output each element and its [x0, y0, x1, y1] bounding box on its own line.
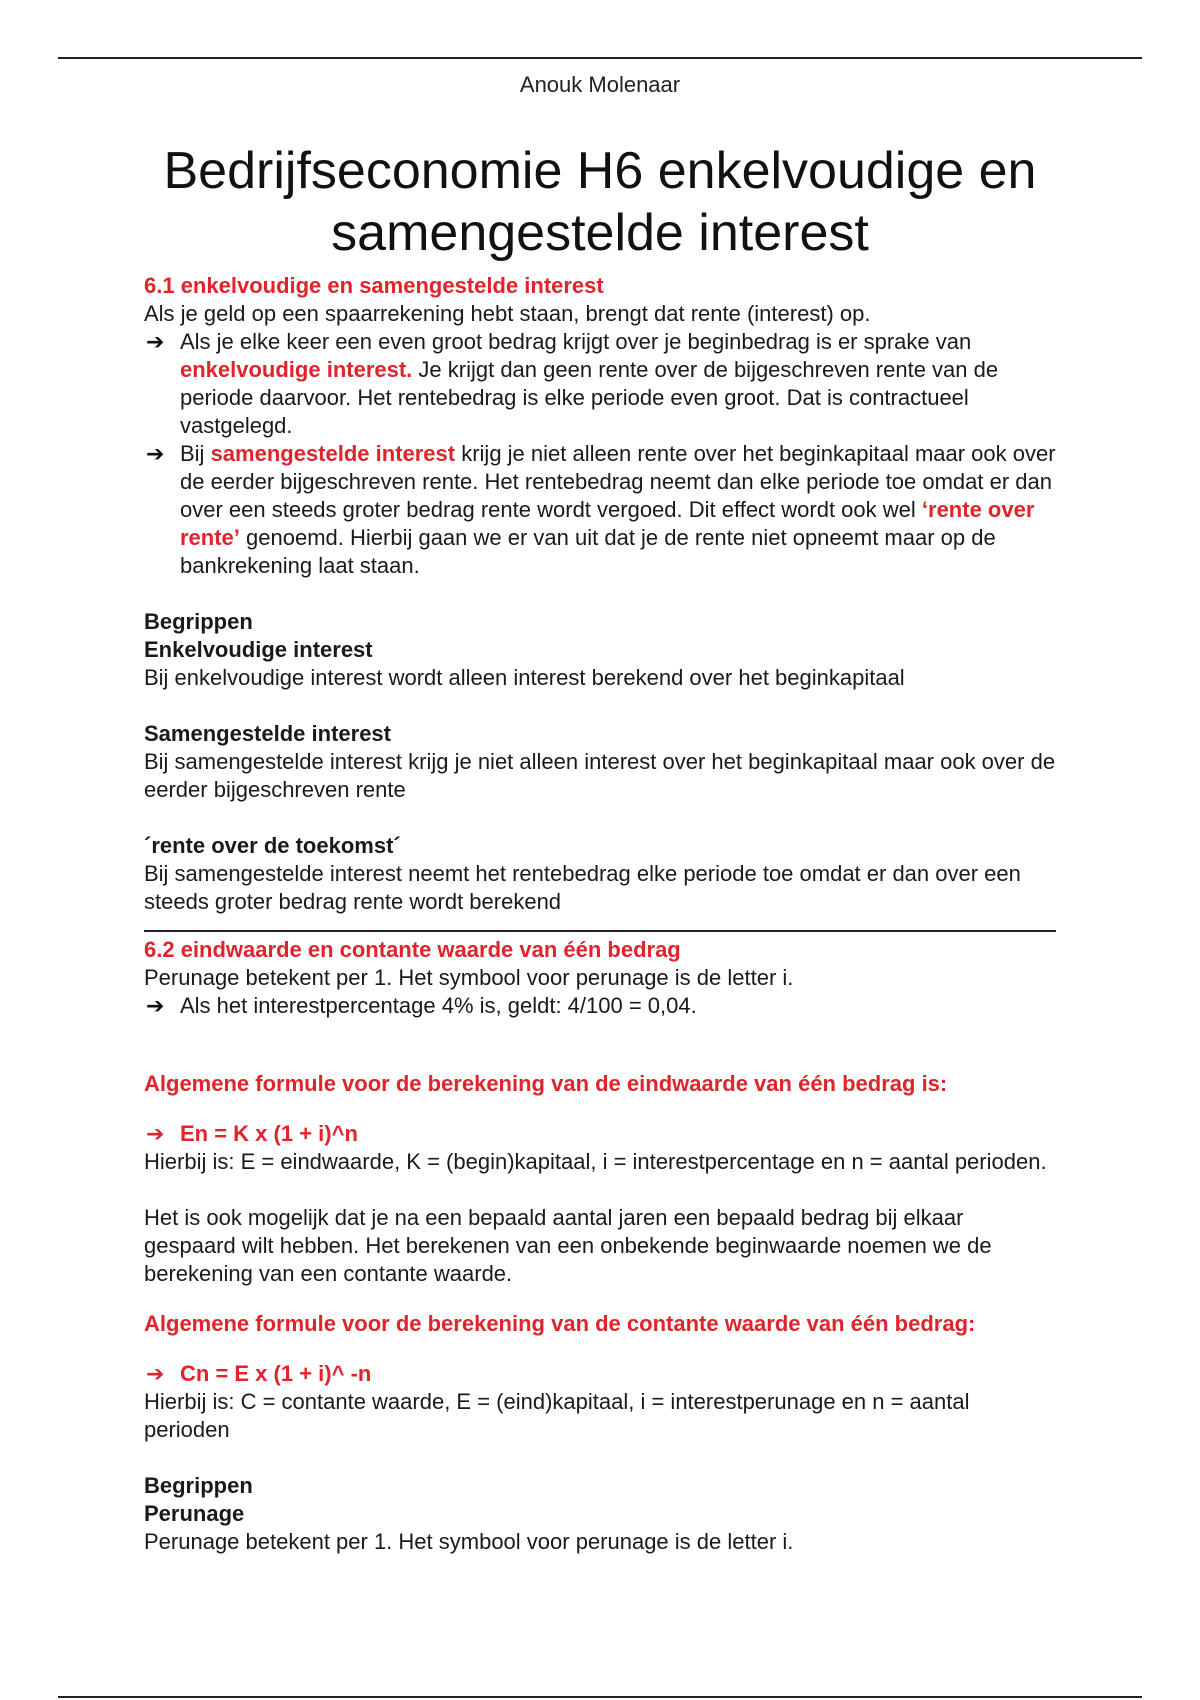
arrow-icon: ➔: [146, 993, 165, 1018]
term-samengestelde-interest: samengestelde interest: [210, 441, 456, 466]
term-enkelvoudige-interest: enkelvoudige interest.: [180, 357, 413, 382]
concept-term: Samengestelde interest: [144, 721, 391, 746]
header-rule: [58, 57, 1142, 59]
formula-2-heading: Algemene formule voor de berekening van de contante waarde van één bedrag:: [144, 1311, 976, 1336]
document-body: [144, 140, 1056, 1556]
section-1-intro: Als je geld op een spaarrekening hebt staan, brengt dat rente (interest) op.: [144, 301, 871, 326]
contante-waarde-paragraph: Het is ook mogelijk dat je na een bepaald aantal jaren een bepaald bedrag bij elkaar gespaard wilt hebben. Het berekenen van een onbekende beginwaarde noemen we de berekening van een contante waarde.: [144, 1205, 992, 1286]
section-2-heading: 6.2 eindwaarde en contante waarde van één bedrag: [144, 937, 681, 962]
author-name: Anouk Molenaar: [519, 72, 681, 97]
term-rente-over-rente: ‘rente over rente’: [180, 497, 1035, 550]
arrow-icon: ➔: [146, 441, 165, 466]
formula-contante-waarde: ➔ Cn = E x (1 + i)^ -n: [146, 1361, 372, 1386]
bullet-percentage: ➔ Als het interestpercentage 4% is, geldt: 4/100 = 0,04.: [146, 993, 697, 1018]
section-divider: [144, 930, 1056, 932]
footer-rule: [58, 1696, 1142, 1698]
concept-term: Enkelvoudige interest: [144, 637, 373, 662]
concept-definition: Bij enkelvoudige interest wordt alleen interest berekend over het beginkapitaal: [144, 665, 905, 690]
bullet-enkelvoudige: ➔ Als je elke keer een even groot bedrag krijgt over je beginbedrag is er sprake van enkelvoudige interest. Je krijgt dan geen rente over de bijgeschreven rente van de periode daarvoor. Het rentebedrag is elke periode even groot. Dat is contractueel vastgelegd.: [146, 329, 999, 438]
concept-term: Perunage: [144, 1501, 245, 1526]
section-2-intro: Perunage betekent per 1. Het symbool voor perunage is de letter i.: [144, 965, 794, 990]
formula-1-heading: Algemene formule voor de berekening van de eindwaarde van één bedrag is:: [144, 1071, 948, 1096]
formula-1-explanation: Hierbij is: E = eindwaarde, K = (begin)kapitaal, i = interestpercentage en n = aantal perioden.: [144, 1149, 1047, 1174]
formula-2-explanation: Hierbij is: C = contante waarde, E = (eind)kapitaal, i = interestperunage en n = aantal perioden: [144, 1389, 970, 1442]
concept-term: ´rente over de toekomst´: [144, 833, 401, 858]
arrow-icon: ➔: [146, 329, 165, 354]
page-title: Bedrijfseconomie H6 enkelvoudige en samengestelde interest: [163, 142, 1037, 262]
formula-eindwaarde: ➔ En = K x (1 + i)^n: [146, 1121, 358, 1146]
concepts-heading: Begrippen: [144, 1473, 253, 1498]
section-1-heading: 6.1 enkelvoudige en samengestelde interest: [144, 273, 604, 298]
arrow-icon: ➔: [146, 1361, 165, 1386]
concepts-heading: Begrippen: [144, 609, 253, 634]
concept-definition: Bij samengestelde interest krijg je niet alleen interest over het beginkapitaal maar ook over de eerder bijgeschreven rente: [144, 749, 1056, 802]
bullet-samengestelde: ➔ Bij samengestelde interest krijg je niet alleen rente over het beginkapitaal maar ook over de eerder bijgeschreven rente. Het rentebedrag neemt dan elke periode toe omdat er dan over een steeds groter bedrag rente wordt vergoed. Dit effect wordt ook wel ‘rente over rente’ genoemd. Hierbij gaan we er van uit dat je de rente niet opneemt maar op de bankrekening laat staan.: [146, 441, 1056, 578]
arrow-icon: ➔: [146, 1121, 165, 1146]
concept-definition: Perunage betekent per 1. Het symbool voor perunage is de letter i.: [144, 1529, 794, 1554]
concept-definition: Bij samengestelde interest neemt het rentebedrag elke periode toe omdat er dan over een steeds groter bedrag rente wordt berekend: [144, 861, 1021, 914]
